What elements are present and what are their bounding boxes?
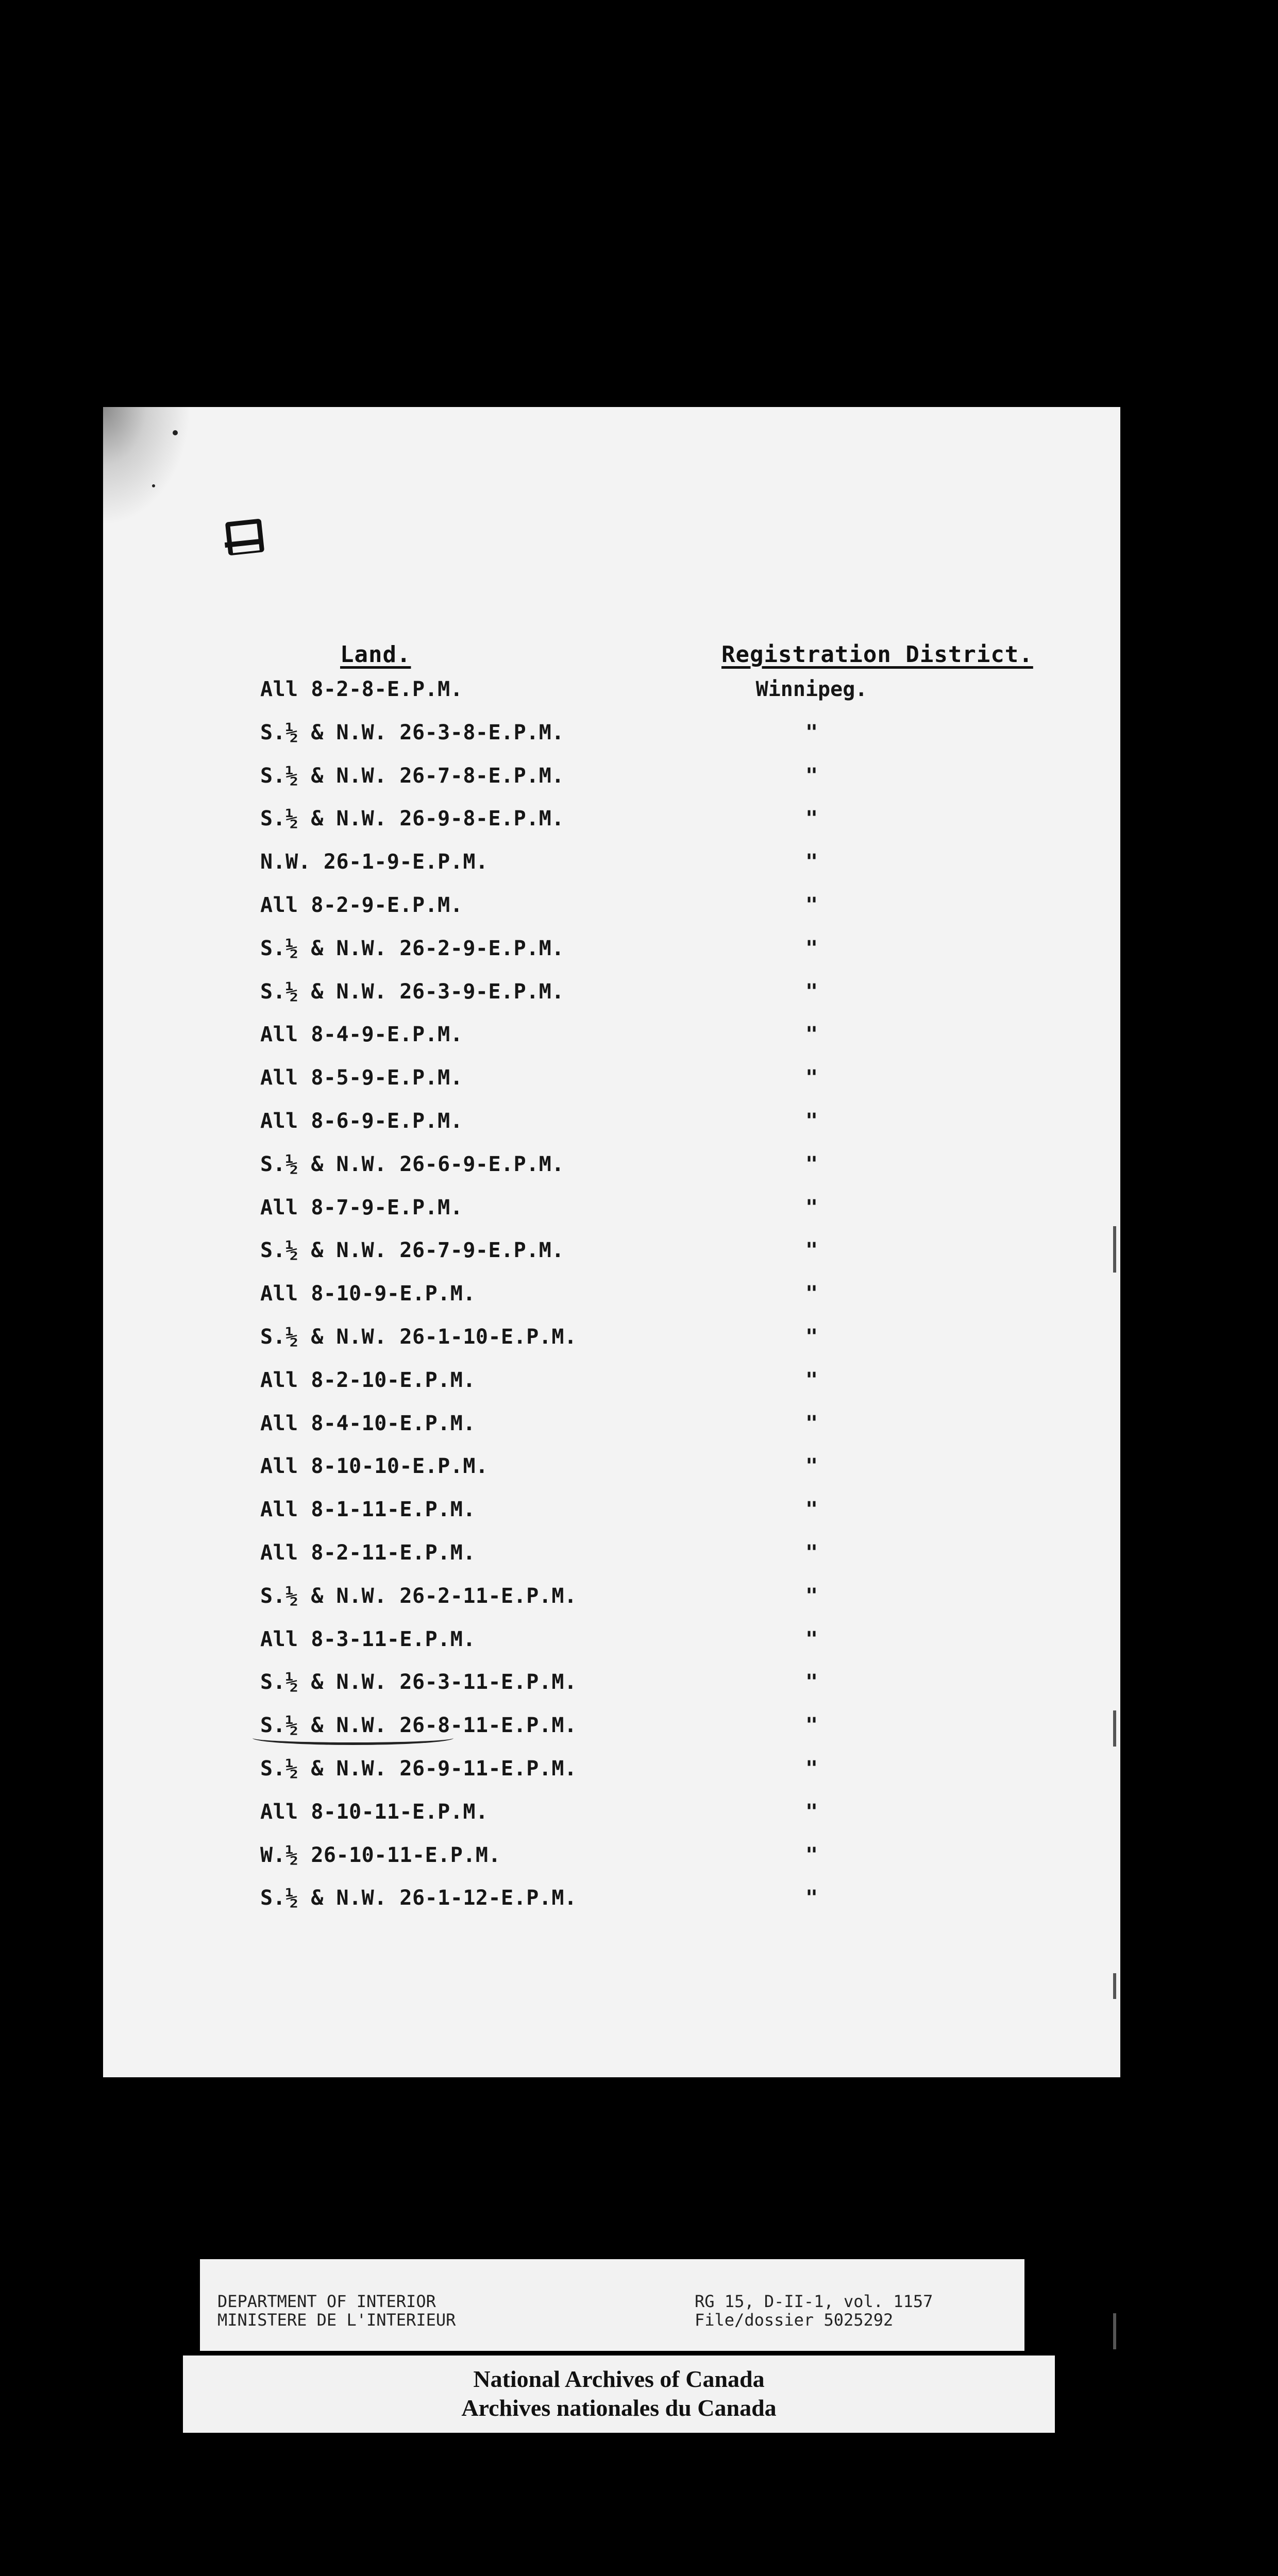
land-description: S.½ & N.W. 26-9-11-E.P.M.	[260, 1756, 577, 1781]
land-description: All 8-6-9-E.P.M.	[260, 1109, 463, 1133]
table-row	[103, 1800, 1120, 1843]
edge-mark	[1113, 2313, 1116, 2349]
registration-district: "	[805, 1325, 818, 1349]
table-row	[103, 1196, 1120, 1239]
registration-district: "	[805, 1498, 818, 1522]
registration-district: "	[805, 1714, 818, 1738]
land-description: All 8-3-11-E.P.M.	[260, 1627, 476, 1651]
land-description: S.½ & N.W. 26-8-11-E.P.M.	[260, 1714, 577, 1738]
archive-reference-label	[200, 2259, 1024, 2351]
land-description: S.½ & N.W. 26-3-8-E.P.M.	[260, 720, 564, 744]
land-description: All 8-5-9-E.P.M.	[260, 1066, 463, 1090]
registration-district: "	[805, 1800, 818, 1824]
land-description: W.½ 26-10-11-E.P.M.	[260, 1843, 501, 1867]
land-description: All 8-10-11-E.P.M.	[260, 1800, 489, 1824]
table-row	[103, 1368, 1120, 1412]
registration-district: "	[805, 1152, 818, 1176]
table-row	[103, 1153, 1120, 1196]
table-row	[103, 677, 1120, 721]
registration-district: "	[805, 1195, 818, 1219]
table-row	[103, 1498, 1120, 1541]
table-row	[103, 1628, 1120, 1671]
land-description: All 8-2-9-E.P.M.	[260, 893, 463, 917]
page-corner-shadow	[103, 407, 191, 526]
land-description: All 8-10-10-E.P.M.	[260, 1454, 489, 1479]
table-row	[103, 1886, 1120, 1929]
registration-district: "	[805, 1411, 818, 1435]
record-group-reference: RG 15, D-II-1, vol. 1157	[695, 2292, 933, 2311]
archives-name-fr: Archives nationales du Canada	[461, 2395, 777, 2421]
land-description: S.½ & N.W. 26-1-12-E.P.M.	[260, 1886, 577, 1910]
table-row	[103, 980, 1120, 1023]
registration-district: "	[805, 1368, 818, 1392]
registration-district: "	[805, 1023, 818, 1047]
land-register-list	[103, 677, 1120, 1929]
registration-district: "	[805, 1282, 818, 1306]
land-description: All 8-2-11-E.P.M.	[260, 1540, 476, 1565]
table-row	[103, 1109, 1120, 1153]
paper-clip-mark	[225, 519, 264, 556]
land-description: S.½ & N.W. 26-3-11-E.P.M.	[260, 1670, 577, 1694]
land-description: S.½ & N.W. 26-3-9-E.P.M.	[260, 979, 564, 1004]
registration-district: "	[805, 1066, 818, 1090]
edge-mark	[1113, 1973, 1116, 1999]
table-row	[103, 764, 1120, 807]
table-row	[103, 850, 1120, 893]
registration-district: "	[805, 850, 818, 874]
land-description: All 8-2-10-E.P.M.	[260, 1368, 476, 1392]
land-description: S.½ & N.W. 26-6-9-E.P.M.	[260, 1152, 564, 1176]
land-description: N.W. 26-1-9-E.P.M.	[260, 850, 489, 874]
registration-district: "	[805, 1886, 818, 1910]
file-number: File/dossier 5025292	[695, 2310, 894, 2330]
land-description: S.½ & N.W. 26-9-8-E.P.M.	[260, 807, 564, 831]
archives-name-en: National Archives of Canada	[473, 2366, 765, 2392]
table-row	[103, 1843, 1120, 1887]
land-description: S.½ & N.W. 26-2-11-E.P.M.	[260, 1584, 577, 1608]
registration-district: "	[805, 1843, 818, 1867]
table-row	[103, 1066, 1120, 1109]
registration-district: "	[805, 1540, 818, 1565]
table-row	[103, 1023, 1120, 1066]
registration-district: "	[805, 764, 818, 788]
table-row	[103, 1670, 1120, 1714]
department-name-en: DEPARTMENT OF INTERIOR	[217, 2292, 436, 2311]
registration-district: "	[805, 1239, 818, 1263]
district-column-header: Registration District.	[721, 641, 1033, 668]
registration-district: "	[805, 807, 818, 831]
land-description: S.½ & N.W. 26-2-9-E.P.M.	[260, 936, 564, 960]
land-description: S.½ & N.W. 26-7-9-E.P.M.	[260, 1239, 564, 1263]
registration-district: "	[805, 1584, 818, 1608]
registration-district: Winnipeg.	[755, 677, 868, 701]
table-row	[103, 893, 1120, 937]
table-row	[103, 1584, 1120, 1628]
ink-speck	[152, 484, 155, 487]
registration-district: "	[805, 979, 818, 1004]
land-column-header: Land.	[340, 641, 411, 668]
table-row	[103, 1412, 1120, 1455]
table-row	[103, 1239, 1120, 1282]
land-description: All 8-10-9-E.P.M.	[260, 1282, 476, 1306]
land-description: All 8-7-9-E.P.M.	[260, 1195, 463, 1219]
land-description: All 8-4-9-E.P.M.	[260, 1023, 463, 1047]
registration-district: "	[805, 893, 818, 917]
registration-district: "	[805, 1670, 818, 1694]
table-row	[103, 807, 1120, 850]
table-row	[103, 937, 1120, 980]
land-description: All 8-4-10-E.P.M.	[260, 1411, 476, 1435]
document-page	[103, 407, 1120, 2077]
table-row	[103, 1541, 1120, 1584]
registration-district: "	[805, 720, 818, 744]
land-description: All 8-1-11-E.P.M.	[260, 1498, 476, 1522]
table-row	[103, 1282, 1120, 1325]
table-row	[103, 1454, 1120, 1498]
ink-speck	[173, 430, 178, 435]
table-row	[103, 1757, 1120, 1800]
registration-district: "	[805, 1454, 818, 1479]
archives-name-label	[183, 2355, 1055, 2433]
registration-district: "	[805, 1756, 818, 1781]
land-description: S.½ & N.W. 26-7-8-E.P.M.	[260, 764, 564, 788]
handwritten-underline	[253, 1731, 453, 1745]
land-description: S.½ & N.W. 26-1-10-E.P.M.	[260, 1325, 577, 1349]
registration-district: "	[805, 1627, 818, 1651]
registration-district: "	[805, 1109, 818, 1133]
edge-mark	[1113, 1710, 1116, 1747]
table-row	[103, 1325, 1120, 1368]
land-description: All 8-2-8-E.P.M.	[260, 677, 463, 701]
department-name-fr: MINISTERE DE L'INTERIEUR	[217, 2310, 456, 2330]
table-row	[103, 721, 1120, 764]
edge-mark	[1113, 1226, 1116, 1273]
registration-district: "	[805, 936, 818, 960]
